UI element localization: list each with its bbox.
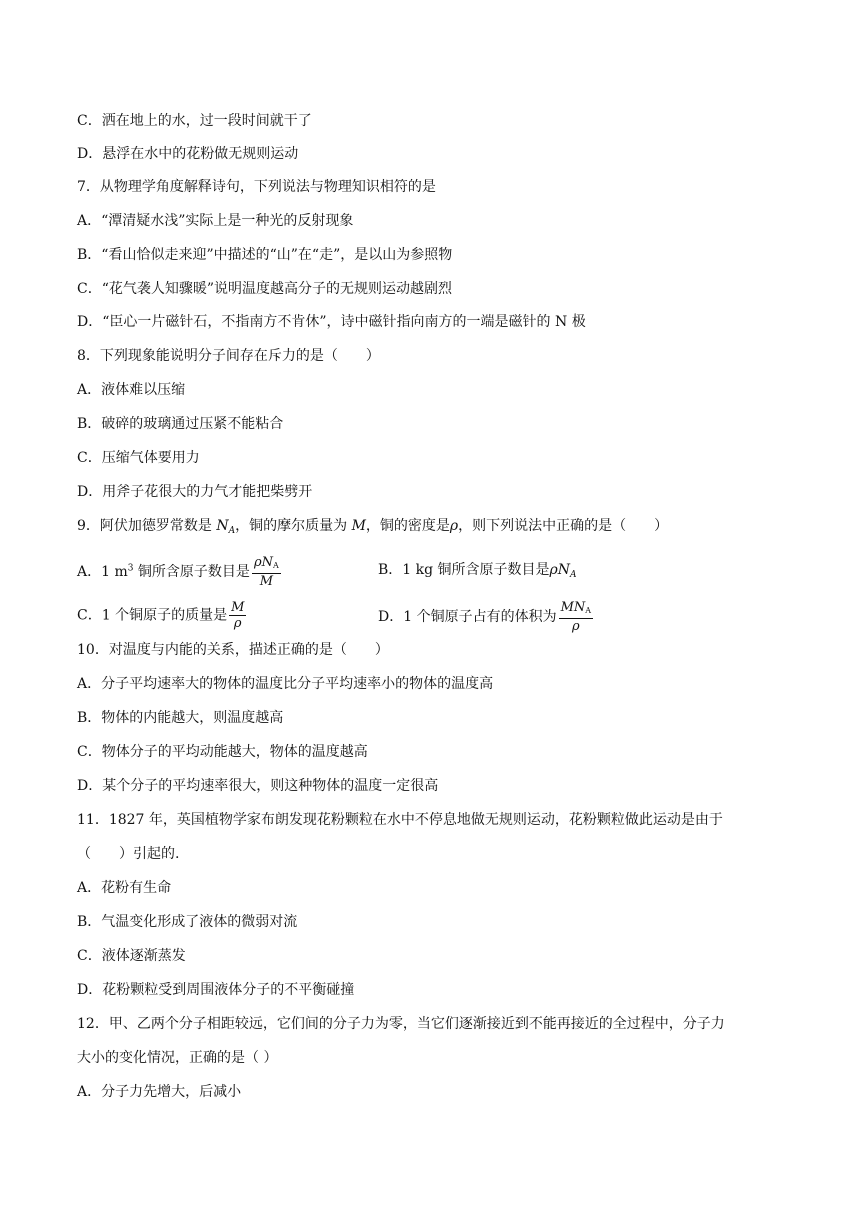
q9b-text: B．1 kg 铜所含原子数目是 [378, 562, 550, 578]
question-7-option-a: A．“潭清疑水浅”实际上是一种光的反射现象 [77, 213, 354, 229]
question-11-option-c: C．液体逐渐蒸发 [77, 948, 186, 964]
q9a-numerator: ρN [253, 555, 273, 570]
q9d-numerator: MN [560, 600, 586, 615]
q9-text-1: 9．阿伏加德罗常数是 [77, 518, 217, 534]
q9c-denominator: ρ [233, 616, 242, 631]
q9c-fraction [229, 600, 246, 631]
question-7: 7．从物理学角度解释诗句，下列说法与物理知识相符的是 [77, 179, 436, 195]
q9-text-3: ，铜的密度是 [365, 518, 450, 534]
question-8-option-a: A．液体难以压缩 [77, 382, 186, 398]
question-12: 12．甲、乙两个分子相距较远，它们间的分子力为零，当它们逐渐接近到不能再接近的全过程中，分子力 [77, 1016, 725, 1032]
q9a-denominator: M [259, 574, 273, 589]
question-10-option-c: C．物体分子的平均动能越大，物体的温度越高 [77, 744, 368, 760]
q9b-value-sub: A [570, 570, 577, 580]
q9a-text: A．1 m [77, 564, 128, 580]
q9a-text2: 铜所含原子数目是 [133, 564, 250, 580]
question-8: 8．下列现象能说明分子间存在斥力的是（ ） [77, 348, 380, 364]
question-8-option-b: B．破碎的玻璃通过压紧不能粘合 [77, 416, 284, 432]
q9d-text: D．1 个铜原子占有的体积为 [378, 609, 557, 625]
question-9-option-d [378, 600, 593, 634]
question-9-option-c [77, 600, 246, 631]
q9-density-symbol: ρ [449, 518, 459, 534]
question-10-option-d: D．某个分子的平均速率很大，则这种物体的温度一定很高 [77, 778, 439, 794]
option-d-pollen-motion: D．悬浮在水中的花粉做无规则运动 [77, 146, 299, 162]
question-11-option-d: D．花粉颗粒受到周围液体分子的不平衡碰撞 [77, 982, 355, 998]
q9c-text: C．1 个铜原子的质量是 [77, 607, 228, 624]
question-10: 10．对温度与内能的关系，描述正确的是（ ） [77, 642, 389, 658]
question-12-option-a: A．分子力先增大，后减小 [77, 1084, 242, 1100]
question-9-option-a [77, 555, 281, 589]
question-10-option-b: B．物体的内能越大，则温度越高 [77, 710, 284, 726]
question-11-option-b: B．气温变化形成了液体的微弱对流 [77, 914, 298, 930]
question-11-option-a: A．花粉有生命 [77, 880, 172, 896]
q9d-fraction [559, 600, 593, 634]
question-8-option-d: D．用斧子花很大的力气才能把柴劈开 [77, 484, 313, 500]
question-11-continued: （ ）引起的. [77, 846, 180, 862]
question-10-option-a: A．分子平均速率大的物体的温度比分子平均速率小的物体的温度高 [77, 676, 494, 692]
q9-molar-mass-symbol: M [351, 518, 366, 534]
q9d-numerator-sub: A [585, 606, 592, 615]
question-8-option-c: C．压缩气体要用力 [77, 450, 200, 466]
question-7-option-c: C．“花气袭人知骤暖”说明温度越高分子的无规则运动越剧烈 [77, 281, 453, 297]
question-12-continued: 大小的变化情况，正确的是（ ） [77, 1050, 278, 1066]
question-9 [77, 516, 668, 536]
question-7-option-d: D．“臣心一片磁针石，不指南方不肯休”，诗中磁针指向南方的一端是磁针的 N 极 [77, 314, 586, 330]
q9a-sup: 3 [127, 563, 134, 574]
q9b-value: ρN [549, 562, 571, 578]
q9-avogadro-sub: A [228, 526, 236, 536]
q9a-numerator-sub: A [272, 561, 279, 570]
option-c-water-evaporates: C．洒在地上的水，过一段时间就干了 [77, 113, 312, 129]
q9-avogadro-symbol: N [216, 518, 229, 534]
q9a-fraction [252, 555, 281, 589]
question-9-option-b [378, 560, 577, 585]
q9c-numerator: M [231, 600, 245, 615]
question-7-option-b: B．“看山恰似走来迎”中描述的“山”在“走”，是以山为参照物 [77, 247, 453, 263]
question-11: 11．1827 年，英国植物学家布朗发现花粉颗粒在水中不停息地做无规则运动，花粉颗粒做此运动是由于 [77, 812, 723, 828]
q9d-denominator: ρ [572, 619, 580, 634]
q9-text-4: ，则下列说法中正确的是（ ） [458, 518, 669, 534]
q9-text-2: ，铜的摩尔质量为 [235, 518, 352, 534]
